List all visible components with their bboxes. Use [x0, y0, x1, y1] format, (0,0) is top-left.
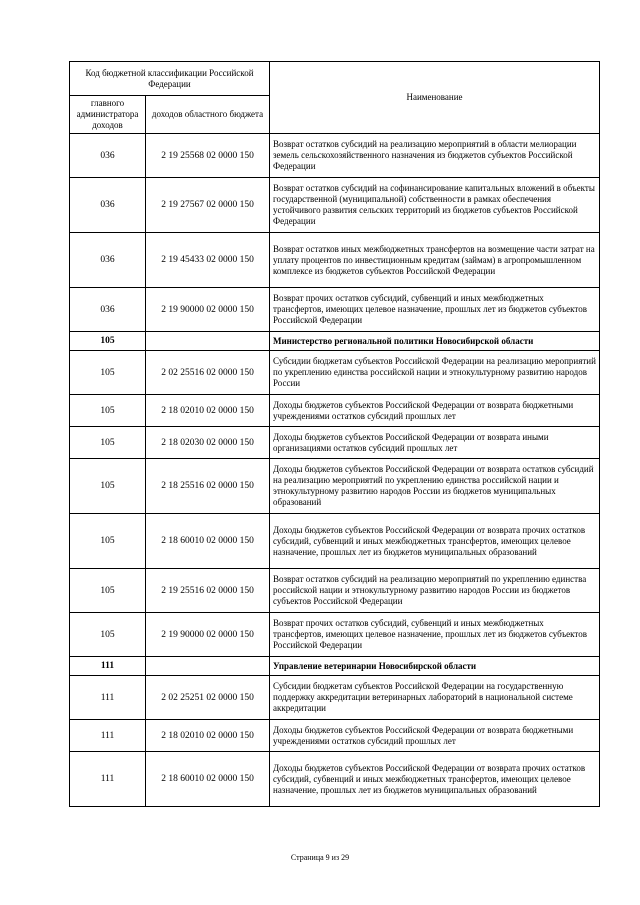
- name-cell: Возврат остатков субсидий на реализацию мероприятий в области мелиорации земель сельскохозяйственного назначения из бюджетов субъектов Российской Федерации: [270, 134, 600, 178]
- income-code-cell: 2 19 90000 02 0000 150: [146, 288, 270, 332]
- income-code-cell: 2 02 25251 02 0000 150: [146, 676, 270, 720]
- table-row: [70, 459, 600, 514]
- page-number: Страница 9 из 29: [290, 853, 350, 862]
- header-income: доходов областного бюджета: [146, 96, 270, 134]
- admin-code-cell: 036: [70, 178, 146, 233]
- income-code-cell: 2 19 45433 02 0000 150: [146, 233, 270, 288]
- table-row: [70, 514, 600, 569]
- table-row: [70, 752, 600, 807]
- income-code-cell: 2 18 60010 02 0000 150: [146, 514, 270, 569]
- section-title-cell: Управление ветеринарии Новосибирской области: [270, 657, 600, 676]
- name-cell: Возврат остатков субсидий на софинансирование капитальных вложений в объекты государственной (муниципальной) собственности в рамках обеспечения устойчивого развития сельских территорий из бюджетов субъектов Российской Федерации: [270, 178, 600, 233]
- income-code-cell: 2 18 02010 02 0000 150: [146, 395, 270, 427]
- table-row: [70, 395, 600, 427]
- admin-code-cell: 111: [70, 720, 146, 752]
- name-cell: Субсидии бюджетам субъектов Российской Федерации на реализацию мероприятий по укреплению единства российской нации и этнокультурному развитию народов России: [270, 351, 600, 395]
- income-code-cell: 2 02 25516 02 0000 150: [146, 351, 270, 395]
- income-code-cell: 2 18 02030 02 0000 150: [146, 427, 270, 459]
- table-row: [70, 134, 600, 178]
- admin-code-cell: 105: [70, 427, 146, 459]
- name-cell: Возврат прочих остатков субсидий, субвенций и иных межбюджетных трансфертов, имеющих целевое назначение, прошлых лет из бюджетов субъектов Российской Федерации: [270, 613, 600, 657]
- table-row: [70, 427, 600, 459]
- section-row: [70, 332, 600, 351]
- table-row: [70, 233, 600, 288]
- admin-code-cell: 111: [70, 752, 146, 807]
- name-cell: Возврат остатков субсидий на реализацию мероприятий по укреплению единства российской нации и этнокультурному развитию народов России из бюджетов субъектов Российской Федерации: [270, 569, 600, 613]
- header-admin: главного администратора доходов: [70, 96, 146, 134]
- admin-code-cell: 105: [70, 395, 146, 427]
- income-code-cell: [146, 332, 270, 351]
- admin-code-cell: 036: [70, 233, 146, 288]
- income-code-cell: 2 19 90000 02 0000 150: [146, 613, 270, 657]
- name-cell: Доходы бюджетов субъектов Российской Федерации от возврата иными организациями остатков субсидий прошлых лет: [270, 427, 600, 459]
- admin-code-cell: 111: [70, 657, 146, 676]
- admin-code-cell: 105: [70, 569, 146, 613]
- table-row: [70, 676, 600, 720]
- name-cell: Возврат прочих остатков субсидий, субвенций и иных межбюджетных трансфертов, имеющих целевое назначение, прошлых лет из бюджетов субъектов Российской Федерации: [270, 288, 600, 332]
- table-row: [70, 178, 600, 233]
- name-cell: Доходы бюджетов субъектов Российской Федерации от возврата бюджетными учреждениями остатков субсидий прошлых лет: [270, 395, 600, 427]
- admin-code-cell: 105: [70, 613, 146, 657]
- section-title-cell: Министерство региональной политики Новосибирской области: [270, 332, 600, 351]
- admin-code-cell: 111: [70, 676, 146, 720]
- budget-classification-table: [69, 61, 600, 807]
- income-code-cell: 2 18 60010 02 0000 150: [146, 752, 270, 807]
- section-row: [70, 657, 600, 676]
- name-cell: Доходы бюджетов субъектов Российской Федерации от возврата прочих остатков субсидий, субвенций и иных межбюджетных трансфертов, имеющих целевое назначение, прошлых лет из бюджетов муниципальных образований: [270, 752, 600, 807]
- income-code-cell: 2 18 02010 02 0000 150: [146, 720, 270, 752]
- admin-code-cell: 036: [70, 134, 146, 178]
- admin-code-cell: 036: [70, 288, 146, 332]
- name-cell: Возврат остатков иных межбюджетных трансфертов на возмещение части затрат на уплату процентов по инвестиционным кредитам (займам) в агропромышленном комплексе из бюджетов субъектов Российской Федерации: [270, 233, 600, 288]
- table-row: [70, 720, 600, 752]
- table-row: [70, 288, 600, 332]
- name-cell: Субсидии бюджетам субъектов Российской Федерации на государственную поддержку аккредитации ветеринарных лабораторий в национальной системе аккредитации: [270, 676, 600, 720]
- income-code-cell: 2 19 25568 02 0000 150: [146, 134, 270, 178]
- income-code-cell: 2 18 25516 02 0000 150: [146, 459, 270, 514]
- table-body: [70, 134, 600, 807]
- header-name: Наименование: [270, 62, 600, 134]
- admin-code-cell: 105: [70, 514, 146, 569]
- income-code-cell: 2 19 25516 02 0000 150: [146, 569, 270, 613]
- name-cell: Доходы бюджетов субъектов Российской Федерации от возврата остатков субсидий на реализацию мероприятий по укреплению единства российской нации и этнокультурному развитию народов России из бюджетов муниципальных образований: [270, 459, 600, 514]
- name-cell: Доходы бюджетов субъектов Российской Федерации от возврата бюджетными учреждениями остатков субсидий прошлых лет: [270, 720, 600, 752]
- admin-code-cell: 105: [70, 332, 146, 351]
- admin-code-cell: 105: [70, 459, 146, 514]
- table-row: [70, 613, 600, 657]
- header-code-group: Код бюджетной классификации Российской Федерации: [70, 62, 270, 96]
- income-code-cell: 2 19 27567 02 0000 150: [146, 178, 270, 233]
- table-row: [70, 569, 600, 613]
- name-cell: Доходы бюджетов субъектов Российской Федерации от возврата прочих остатков субсидий, субвенций и иных межбюджетных трансфертов, имеющих целевое назначение, прошлых лет из бюджетов муниципальных образований: [270, 514, 600, 569]
- table-row: [70, 351, 600, 395]
- income-code-cell: [146, 657, 270, 676]
- admin-code-cell: 105: [70, 351, 146, 395]
